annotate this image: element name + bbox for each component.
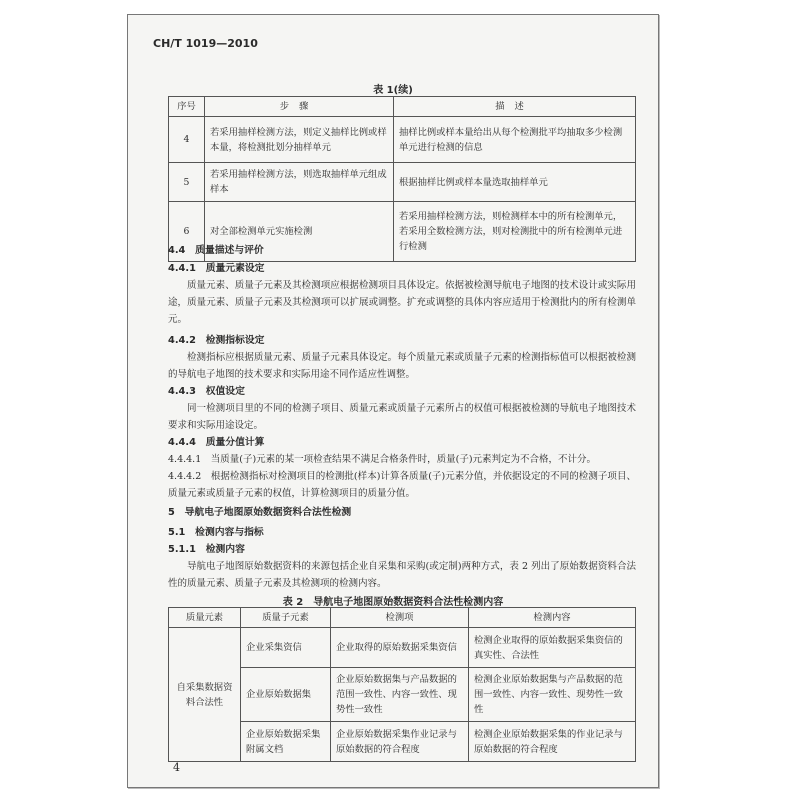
table2-header-row [169,608,636,628]
table2 [168,607,636,762]
table-cell: 检测企业原始数据采集的作业记录与原始数据的符合程度 [469,722,636,762]
table1-header: 序号 [169,97,205,117]
paragraph: 同一检测项目里的不同的检测子项目、质量元素或质量子元素所占的权值可根据被检测的导航电子地图技术要求和实际用途设定。 [168,403,636,431]
section-heading: 5.1.1 检测内容 [168,544,245,555]
table-cell: 企业原始数据集与产品数据的范围一致性、内容一致性、现势性一致性 [331,668,469,722]
paragraph: 检测指标应根据质量元素、质量子元素具体设定。每个质量元素或质量子元素的检测指标值可以根据被检测的导航电子地图的技术要求和实际用途不同作适应性调整。 [168,352,636,380]
table-row [169,628,636,668]
table-cell: 6 [169,202,205,262]
section-heading: 4.4.1 质量元素设定 [168,263,265,274]
table-cell: 5 [169,163,205,202]
table-cell: 企业原始数据采集作业记录与原始数据的符合程度 [331,722,469,762]
section-heading: 4.4.2 检测指标设定 [168,335,265,346]
table-cell: 企业取得的原始数据采集资信 [331,628,469,668]
section-heading: 4.4.4 质量分值计算 [168,437,265,448]
table-cell: 若采用抽样检测方法，则检测样本中的所有检测单元，若采用全数检测方法，则对检测批中的所有检测单元进行检测 [394,202,636,262]
table-cell: 抽样比例或样本量给出从每个检测批平均抽取多少检测单元进行检测的信息 [394,117,636,163]
table-cell: 企业采集资信 [241,628,331,668]
table-cell: 自采集数据资料合法性 [169,628,241,762]
table-cell: 检测企业取得的原始数据采集资信的真实性、合法性 [469,628,636,668]
paragraph: 4.4.4.2 根据检测指标对检测项目的检测批(样本)计算各质量(子)元素分值，并依据设定的不同的检测子项目、质量元素或质量子元素的权值，计算检测项目的质量分值。 [168,471,636,499]
section-heading: 4.4 质量描述与评价 [168,245,264,256]
table-row [169,163,636,202]
table1 [168,96,636,262]
table-cell: 企业原始数据采集附属文档 [241,722,331,762]
table2-header: 检测内容 [469,608,636,628]
table2-caption: 表 2 导航电子地图原始数据资料合法性检测内容 [282,597,504,608]
table-row [169,117,636,163]
section-heading: 5 导航电子地图原始数据资料合法性检测 [168,507,352,518]
table2-header: 检测项 [331,608,469,628]
table-cell: 若采用抽样检测方法，则定义抽样比例或样本量，将检测批划分抽样单元 [205,117,394,163]
section-heading: 5.1 检测内容与指标 [168,527,264,538]
paragraph: 4.4.4.1 当质量(子)元素的某一项检查结果不满足合格条件时，质量(子)元素判定为不合格，不计分。 [168,454,597,465]
table-cell: 4 [169,117,205,163]
table-cell: 根据抽样比例或样本量选取抽样单元 [394,163,636,202]
table1-header: 描述 [394,97,636,117]
section-heading: 4.4.3 权值设定 [168,386,245,397]
table-cell: 对全部检测单元实施检测 [205,202,394,262]
table2-header: 质量子元素 [241,608,331,628]
table1-header-row [169,97,636,117]
document-page [127,14,659,788]
table2-header: 质量元素 [169,608,241,628]
table-cell: 检测企业原始数据集与产品数据的范围一致性、内容一致性、现势性一致性 [469,668,636,722]
paragraph: 导航电子地图原始数据资料的来源包括企业自采集和采购(或定制)两种方式，表 2 列出了原始数据资料合法性的质量元素、质量子元素及其检测项的检测内容。 [168,561,636,589]
table-cell: 企业原始数据集 [241,668,331,722]
page-number: 4 [173,761,180,774]
table1-caption: 表 1(续) [373,85,413,96]
standard-code: CH/T 1019—2010 [153,37,258,50]
paragraph: 质量元素、质量子元素及其检测项应根据检测项目具体设定。依据被检测导航电子地图的技术设计或实际用途，质量元素、质量子元素及其检测项可以扩展或调整。扩充或调整的具体内容应适用于检测批内的所有检测单元。 [168,280,636,325]
table1-header: 步骤 [205,97,394,117]
table-cell: 若采用抽样检测方法，则选取抽样单元组成样本 [205,163,394,202]
